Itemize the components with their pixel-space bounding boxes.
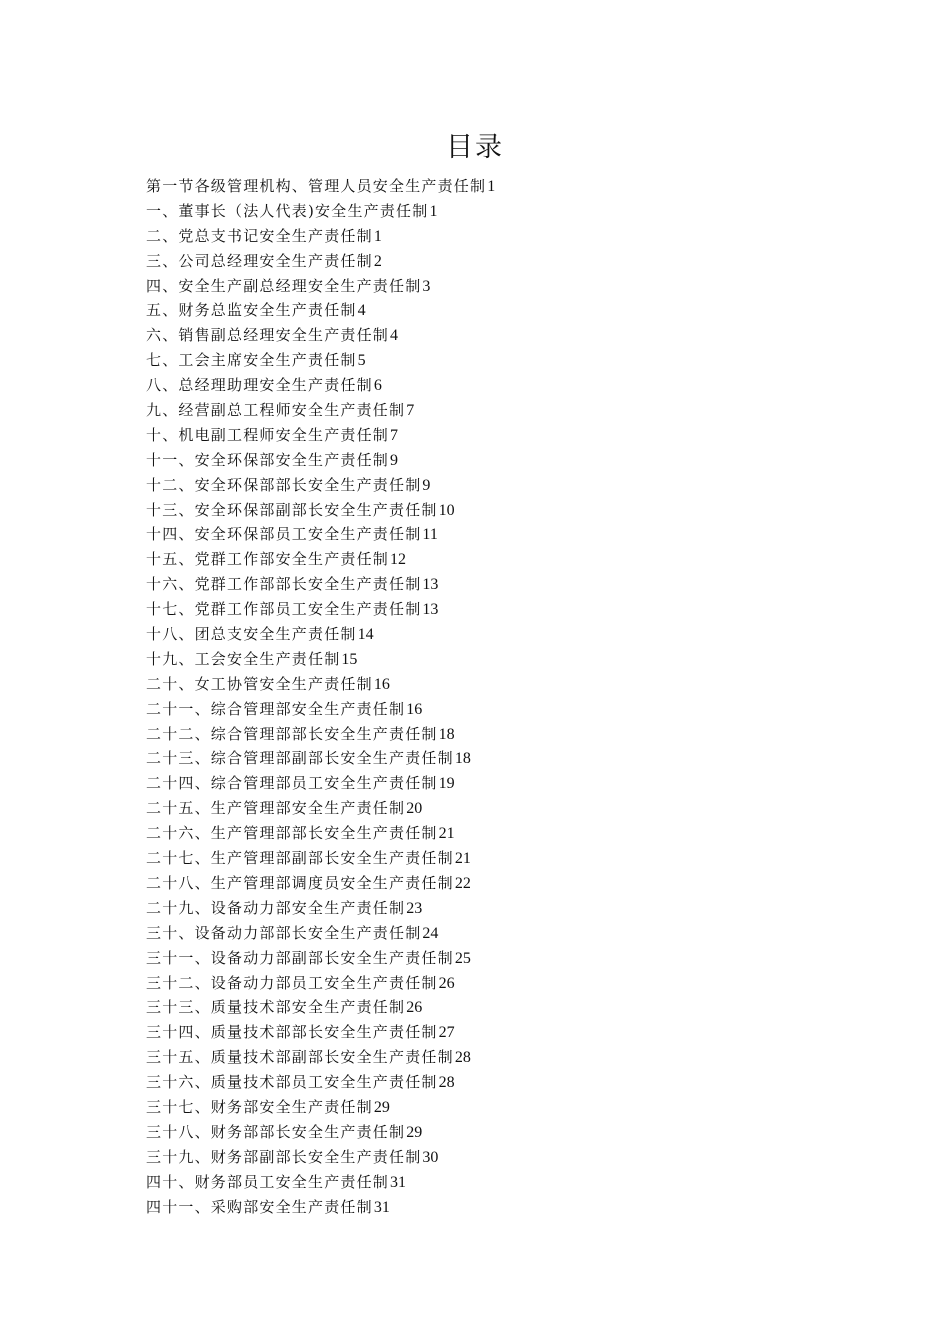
toc-entry[interactable] bbox=[146, 249, 495, 274]
toc-entry-label: 十四、安全环保部员工安全生产责任制 bbox=[146, 525, 422, 544]
toc-entry[interactable] bbox=[146, 224, 495, 249]
toc-entry-page-number: 31 bbox=[390, 1173, 407, 1191]
toc-entry[interactable] bbox=[146, 174, 495, 199]
toc-entry-page-number: 28 bbox=[454, 1049, 471, 1067]
toc-entry-page-number: 16 bbox=[406, 700, 423, 718]
toc-entry-label: 二十七、生产管理部副部长安全生产责任制 bbox=[146, 849, 454, 868]
toc-entry-label: 九、经营副总工程师安全生产责任制 bbox=[146, 401, 406, 420]
toc-entry[interactable] bbox=[146, 971, 495, 996]
toc-entry-label: 三十六、质量技术部员工安全生产责任制 bbox=[146, 1073, 438, 1092]
toc-entry-page-number: 13 bbox=[422, 601, 439, 619]
toc-entry[interactable] bbox=[146, 722, 495, 747]
toc-entry[interactable] bbox=[146, 274, 495, 299]
toc-entry[interactable] bbox=[146, 298, 495, 323]
toc-entry[interactable] bbox=[146, 1045, 495, 1070]
toc-entry-label: 二十三、综合管理部副部长安全生产责任制 bbox=[146, 749, 454, 768]
toc-entry-page-number: 1 bbox=[373, 227, 382, 245]
toc-entry-label: 八、总经理助理安全生产责任制 bbox=[146, 376, 373, 395]
toc-entry-label: 二十二、综合管理部部长安全生产责任制 bbox=[146, 724, 438, 743]
toc-entry-label: 三十一、设备动力部副部长安全生产责任制 bbox=[146, 948, 454, 967]
toc-entry[interactable] bbox=[146, 1195, 495, 1220]
toc-entry-label: 十、机电副工程师安全生产责任制 bbox=[146, 425, 390, 444]
toc-entry-page-number: 18 bbox=[454, 750, 471, 768]
toc-entry[interactable] bbox=[146, 572, 495, 597]
toc-entry[interactable] bbox=[146, 672, 495, 697]
toc-entry[interactable] bbox=[146, 796, 495, 821]
toc-entry[interactable] bbox=[146, 522, 495, 547]
toc-entry[interactable] bbox=[146, 473, 495, 498]
toc-entry[interactable] bbox=[146, 398, 495, 423]
toc-title: 目录 bbox=[446, 132, 504, 163]
toc-entry-label: 二十五、生产管理部安全生产责任制 bbox=[146, 799, 406, 818]
toc-entry-label: 十九、工会安全生产责任制 bbox=[146, 649, 341, 668]
toc-entry-label: 四十、财务部员工安全生产责任制 bbox=[146, 1172, 390, 1191]
toc-entry-label: 七、工会主席安全生产责任制 bbox=[146, 351, 357, 370]
toc-entry-page-number: 26 bbox=[406, 999, 423, 1017]
toc-entry-page-number: 28 bbox=[438, 1074, 455, 1092]
toc-entry-page-number: 24 bbox=[422, 924, 439, 942]
toc-entry-page-number: 21 bbox=[454, 850, 471, 868]
toc-entry-page-number: 9 bbox=[390, 451, 399, 469]
toc-entry-page-number: 16 bbox=[373, 675, 390, 693]
toc-entry-page-number: 1 bbox=[429, 202, 438, 220]
toc-entry[interactable] bbox=[146, 448, 495, 473]
toc-entry-page-number: 25 bbox=[454, 949, 471, 967]
table-of-contents bbox=[146, 174, 495, 1219]
toc-entry-page-number: 30 bbox=[422, 1148, 439, 1166]
toc-entry-page-number: 12 bbox=[390, 551, 407, 569]
toc-entry-label: 五、财务总监安全生产责任制 bbox=[146, 301, 357, 320]
toc-entry-label: 十二、安全环保部部长安全生产责任制 bbox=[146, 475, 422, 494]
toc-entry-label: 二十九、设备动力部安全生产责任制 bbox=[146, 898, 406, 917]
toc-entry-label: 三十四、质量技术部部长安全生产责任制 bbox=[146, 1023, 438, 1042]
toc-entry[interactable] bbox=[146, 995, 495, 1020]
toc-entry-page-number: 7 bbox=[390, 426, 399, 444]
toc-entry-page-number: 6 bbox=[373, 377, 382, 395]
toc-entry-label: 二、党总支书记安全生产责任制 bbox=[146, 226, 373, 245]
toc-entry[interactable] bbox=[146, 697, 495, 722]
toc-entry[interactable] bbox=[146, 1145, 495, 1170]
toc-entry-page-number: 11 bbox=[422, 526, 438, 544]
toc-entry-label: 二十六、生产管理部部长安全生产责任制 bbox=[146, 824, 438, 843]
toc-entry-label: 十八、团总支安全生产责任制 bbox=[146, 625, 357, 644]
toc-entry-page-number: 13 bbox=[422, 576, 439, 594]
toc-entry-page-number: 20 bbox=[406, 800, 423, 818]
toc-entry[interactable] bbox=[146, 1070, 495, 1095]
toc-entry-label: 四、安全生产副总经理安全生产责任制 bbox=[146, 276, 422, 295]
toc-entry-label: 三、公司总经理安全生产责任制 bbox=[146, 251, 373, 270]
toc-entry[interactable] bbox=[146, 348, 495, 373]
toc-entry[interactable] bbox=[146, 1120, 495, 1145]
toc-entry-label: 十七、党群工作部员工安全生产责任制 bbox=[146, 600, 422, 619]
toc-entry[interactable] bbox=[146, 871, 495, 896]
toc-entry[interactable] bbox=[146, 199, 495, 224]
toc-entry-label: 二十一、综合管理部安全生产责任制 bbox=[146, 699, 406, 718]
toc-entry-page-number: 27 bbox=[438, 1024, 455, 1042]
toc-entry-label: 二十、女工协管安全生产责任制 bbox=[146, 674, 373, 693]
toc-entry-label: 三十七、财务部安全生产责任制 bbox=[146, 1097, 373, 1116]
toc-entry-label: 三十九、财务部副部长安全生产责任制 bbox=[146, 1147, 422, 1166]
toc-entry[interactable] bbox=[146, 896, 495, 921]
toc-entry[interactable] bbox=[146, 1020, 495, 1045]
toc-entry-label: 三十五、质量技术部副部长安全生产责任制 bbox=[146, 1048, 454, 1067]
toc-entry[interactable] bbox=[146, 622, 495, 647]
toc-entry[interactable] bbox=[146, 846, 495, 871]
toc-entry-page-number: 18 bbox=[438, 725, 455, 743]
toc-entry[interactable] bbox=[146, 746, 495, 771]
toc-entry-label: 一、董事长（法人代表)安全生产责任制 bbox=[146, 201, 429, 220]
toc-entry-label: 四十一、采购部安全生产责任制 bbox=[146, 1197, 373, 1216]
toc-entry-page-number: 21 bbox=[438, 825, 455, 843]
toc-entry-label: 三十、设备动力部部长安全生产责任制 bbox=[146, 923, 422, 942]
toc-entry[interactable] bbox=[146, 323, 495, 348]
toc-entry-page-number: 14 bbox=[357, 626, 374, 644]
toc-entry[interactable] bbox=[146, 921, 495, 946]
toc-entry-page-number: 15 bbox=[341, 650, 358, 668]
toc-entry[interactable] bbox=[146, 423, 495, 448]
toc-entry-page-number: 31 bbox=[373, 1198, 390, 1216]
toc-entry-label: 十一、安全环保部安全生产责任制 bbox=[146, 450, 390, 469]
toc-entry-label: 二十四、综合管理部员工安全生产责任制 bbox=[146, 774, 438, 793]
toc-entry-page-number: 7 bbox=[406, 402, 415, 420]
toc-entry-label: 二十八、生产管理部调度员安全生产责任制 bbox=[146, 873, 454, 892]
toc-entry-page-number: 1 bbox=[487, 178, 496, 195]
toc-entry[interactable] bbox=[146, 1170, 495, 1195]
toc-entry[interactable] bbox=[146, 946, 495, 971]
toc-entry-label: 三十八、财务部部长安全生产责任制 bbox=[146, 1122, 406, 1141]
toc-entry-page-number: 29 bbox=[406, 1123, 423, 1141]
toc-entry[interactable] bbox=[146, 498, 495, 523]
toc-entry-page-number: 4 bbox=[390, 327, 399, 345]
toc-entry[interactable] bbox=[146, 597, 495, 622]
toc-entry-page-number: 23 bbox=[406, 899, 423, 917]
toc-entry[interactable] bbox=[146, 771, 495, 796]
toc-entry-page-number: 2 bbox=[373, 252, 382, 270]
toc-entry-page-number: 4 bbox=[357, 302, 366, 320]
toc-entry-label: 三十三、质量技术部安全生产责任制 bbox=[146, 998, 406, 1017]
toc-entry[interactable] bbox=[146, 647, 495, 672]
toc-entry[interactable] bbox=[146, 821, 495, 846]
toc-entry-page-number: 22 bbox=[454, 874, 471, 892]
toc-entry-label: 十六、党群工作部部长安全生产责任制 bbox=[146, 575, 422, 594]
toc-entry-page-number: 3 bbox=[422, 277, 431, 295]
toc-entry-page-number: 19 bbox=[438, 775, 455, 793]
toc-entry-page-number: 26 bbox=[438, 974, 455, 992]
toc-entry-label: 第一节各级管理机构、管理人员安全生产责任制 bbox=[146, 177, 487, 195]
toc-entry-label: 十三、安全环保部副部长安全生产责任制 bbox=[146, 500, 438, 519]
toc-entry[interactable] bbox=[146, 547, 495, 572]
toc-entry-label: 三十二、设备动力部员工安全生产责任制 bbox=[146, 973, 438, 992]
toc-entry-page-number: 5 bbox=[357, 352, 366, 370]
toc-entry-label: 六、销售副总经理安全生产责任制 bbox=[146, 326, 390, 345]
toc-entry-label: 十五、党群工作部安全生产责任制 bbox=[146, 550, 390, 569]
toc-entry[interactable] bbox=[146, 1095, 495, 1120]
toc-entry-page-number: 9 bbox=[422, 476, 431, 494]
toc-entry-page-number: 10 bbox=[438, 501, 455, 519]
toc-entry[interactable] bbox=[146, 373, 495, 398]
toc-entry-page-number: 29 bbox=[373, 1098, 390, 1116]
